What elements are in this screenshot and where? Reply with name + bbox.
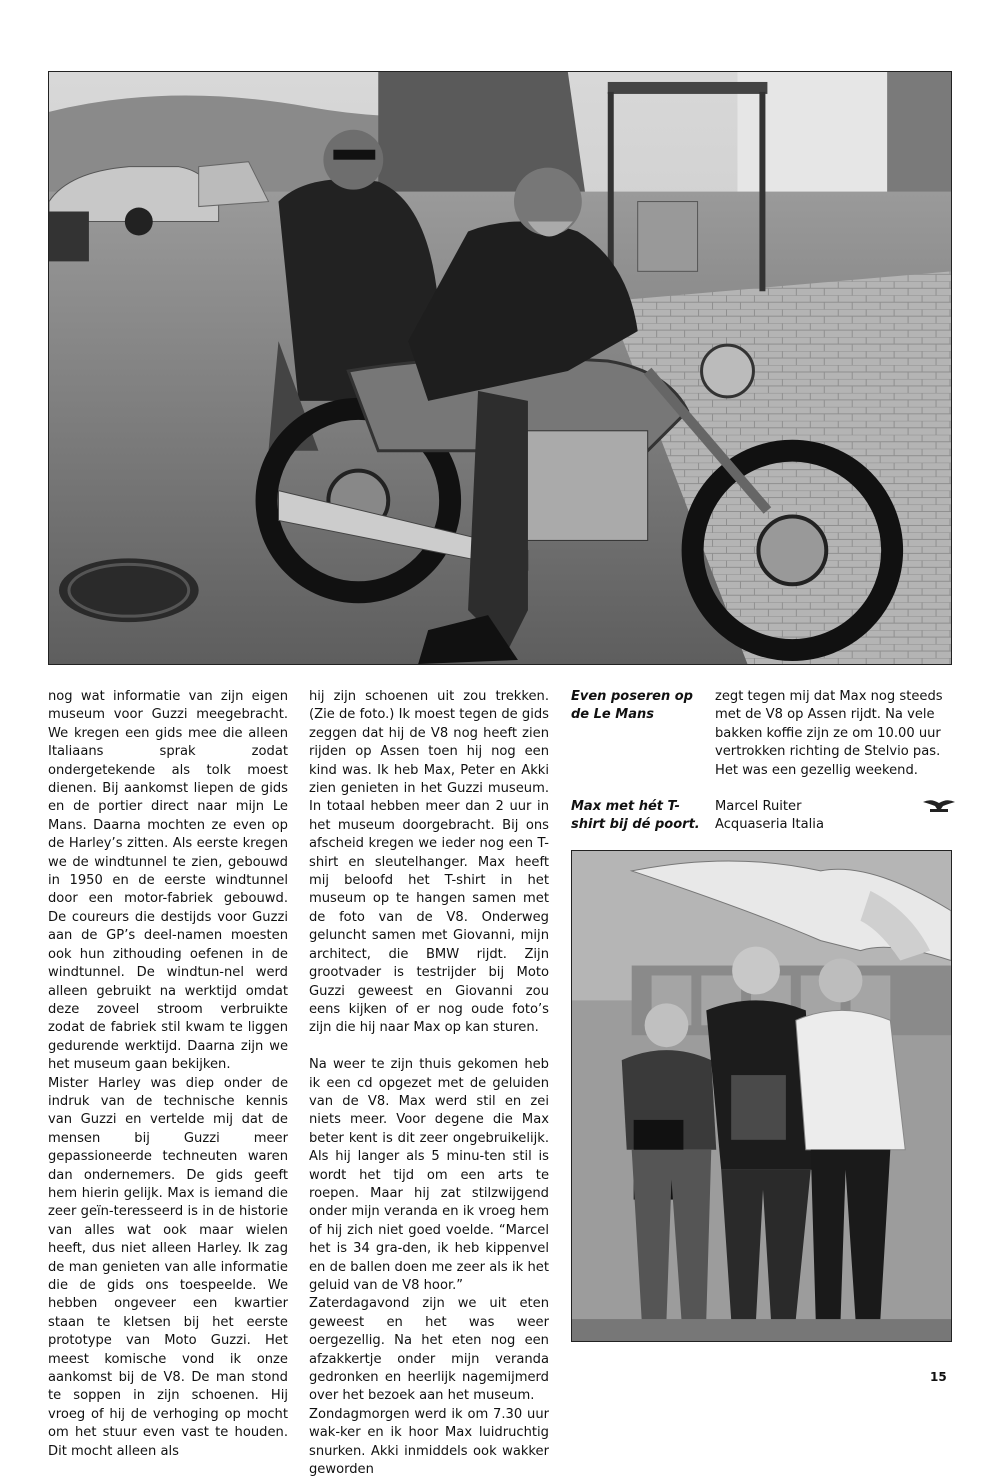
paragraph: nog wat informatie van zijn eigen museum voor Guzzi meegebracht. We kregen een gids mee die alleen Italiaans sprak zodat ondergetekende als tolk moest dienen. Bij aankomst liepen de gids en de portier direct naar mijn Le Mans. Daarna mochten ze even op de Harley’s zitten. Als eerste kregen we de windtunnel te zien, gebouwd in 1950 en de eerste windtunnel door een motor-fabriek gebouwd. De coureurs die destijds voor Guzzi aan de GP’s deel-namen moesten ook hun zithouding oefenen in de windtunnel. De windtun-nel werd alleen gebruikt na werktijd omdat deze zoveel stroom verbruikte zodat de fabriek stil kwam te liggen gedurende werktijd. Daarna zijn we het museum gaan bekijken. [48,689,288,1073]
paragraph: Zaterdagavond zijn we uit eten geweest en het was weer oergezellig. Na het eten nog een afzakkertje onder mijn veranda gedronken en heerlijk nagemijmerd over het bezoek aan het museum. [309,1296,549,1404]
closing-line: Het was een gezellig weekend. [715,762,918,778]
paragraph: Na weer te zijn thuis gekomen heb ik een cd opgezet met de geluiden van de V8. Max werd stil en zei niets meer. Voor degene die Max beter kent is dit zeer ongebruikelijk. Als hij langer als 5 minu-ten stil is wordt het tijd om een arts te roepen. Maar hij zat stilzwijgend onder mijn veranda en ik vroeg hem of hij zich niet goed voelde. “Marcel het is 34 gra-den, ik heb kippenvel en de ballen doen me zeer als ik het geluid van de V8 hoor.” [309,1057,549,1293]
motorcycle-photo-illustration [49,72,951,664]
photo-le-mans-motorcycle [48,71,952,665]
article-column-4 [715,688,952,780]
paragraph: Mister Harley was diep onder de indruk van de technische kennis van Guzzi en vertelde mij dat de mensen bij Guzzi meer gepassioneerde techneuten waren dan ondernemers. De gids geeft hem hierin gelijk. Max is iemand die zeer geïn-teresseerd is in de historie van alles wat ook maar wielen heeft, dus niet alleen Harley. Ik zag de man genieten van alle informatie die de gids ons toespeelde. We hebben ongeveer een kwartier staan te kletsen bij het eerste prototype van Moto Guzzi. Het meest komische vond ik onze aankomst bij de V8. De man stond te soppen in zijn schoenen. Hij vroeg of hij de verhoging op mocht om het stuur even vast te houden. Dit mocht alleen als [48,1075,288,1459]
author-name: Marcel Ruiter [715,799,802,814]
photo-caption-bottom: Max met hét T-shirt bij dé poort. [571,799,700,833]
page-number: 15 [930,1370,947,1384]
paragraph: hij zijn schoenen uit zou trekken. (Zie de foto.) Ik moest tegen de gids zeggen dat hij de V8 nog heeft zien rijden op Assen toen hij nog een kind was. Ik heb Max, Peter en Akki zien genieten in het Guzzi museum. In totaal hebben meer dan 2 uur in het museum doorgebracht. Bij ons afscheid kregen we ieder nog een T-shirt en sleutelhanger. Max heeft mij beloofd het T-shirt in het museum op te hangen samen met de foto van de V8. Onderweg geluncht samen met Giovanni, mijn architect, die BMW rijdt. Zijn grootvader is testrijder bij Moto Guzzi geweest en Giovanni zou eens kijken of er nog oude foto’s zijn die hij naar Max op kan sturen. [309,689,549,1036]
moto-guzzi-eagle-icon [922,796,956,816]
paragraph: Zondagmorgen werd ik om 7.30 uur wak-ker en ik hoor Max luidruchtig snurken. Akki inmiddels ook wakker geworden [309,1406,549,1478]
author-location: Acquaseria Italia [715,817,824,833]
article-column-1 [48,688,288,1461]
author-signature [715,798,824,835]
photo-museum-gate [571,850,952,1342]
photo-caption-top: Even poseren op de Le Mans [571,689,693,723]
article-column-2 [309,688,549,1479]
museum-gate-photo-illustration [572,851,951,1341]
paragraph: zegt tegen mij dat Max nog steeds met de V8 op Assen rijdt. Na vele bakken koffie zijn ze om 10.00 uur vertrokken richting de Stelvio pas. [715,689,943,760]
